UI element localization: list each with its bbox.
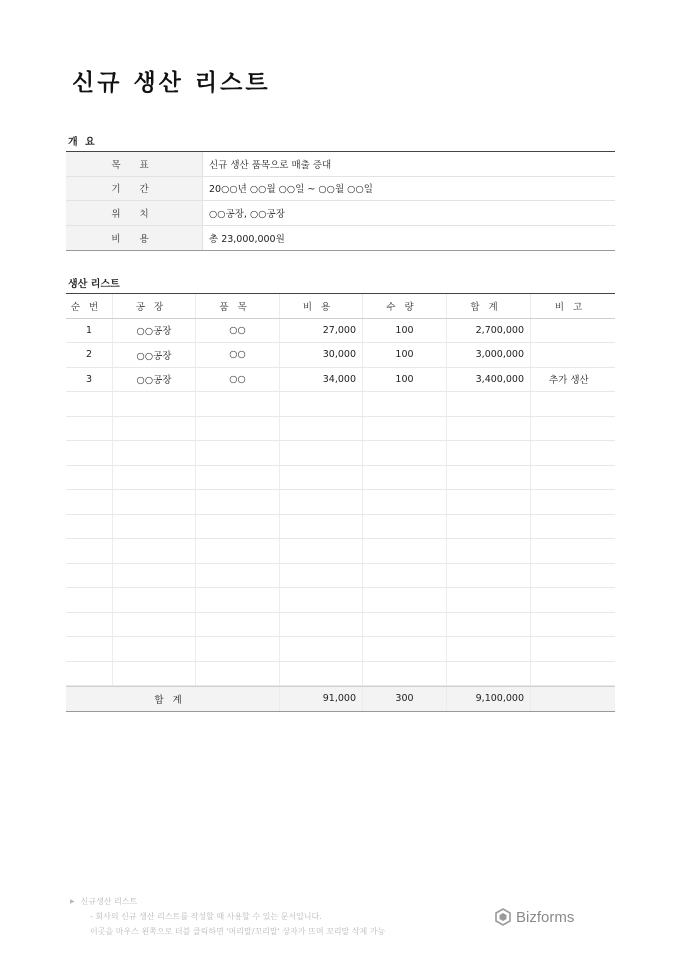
empty-cell[interactable]: [280, 441, 363, 465]
empty-cell[interactable]: [196, 588, 280, 612]
empty-cell[interactable]: [113, 392, 196, 416]
bizforms-logo: [494, 908, 574, 926]
empty-cell[interactable]: [447, 392, 531, 416]
empty-cell[interactable]: [196, 637, 280, 661]
table-row-empty: [66, 637, 615, 662]
empty-cell[interactable]: [113, 539, 196, 563]
cell-note[interactable]: 추가 생산: [549, 375, 589, 387]
cell-factory[interactable]: ○○공장: [113, 319, 196, 343]
table-row-empty: [66, 441, 615, 466]
empty-cell[interactable]: [363, 539, 447, 563]
overview-row: [66, 201, 615, 226]
production-list-table: [66, 293, 615, 712]
empty-cell[interactable]: [280, 392, 363, 416]
overview-key: 비 용: [66, 226, 203, 251]
cell-cost[interactable]: 30,000: [280, 343, 363, 367]
empty-cell[interactable]: [196, 466, 280, 490]
table-row-empty: [66, 490, 615, 515]
empty-cell[interactable]: [531, 515, 615, 539]
empty-cell[interactable]: [280, 564, 363, 588]
empty-cell[interactable]: [113, 515, 196, 539]
empty-cell[interactable]: [113, 588, 196, 612]
header-sum: 합계: [447, 294, 531, 318]
empty-cell[interactable]: [280, 490, 363, 514]
empty-cell[interactable]: [447, 588, 531, 612]
empty-cell[interactable]: [363, 417, 447, 441]
table-row-empty: [66, 392, 615, 417]
empty-cell[interactable]: [196, 441, 280, 465]
table-row-empty: [66, 662, 615, 687]
overview-row: [66, 152, 615, 177]
cell-sum[interactable]: 3,400,000: [447, 368, 531, 392]
empty-cell[interactable]: [363, 588, 447, 612]
empty-cell[interactable]: [113, 490, 196, 514]
empty-cell[interactable]: [113, 662, 196, 686]
empty-cell[interactable]: [363, 613, 447, 637]
empty-cell[interactable]: [66, 490, 113, 514]
cell-cost[interactable]: 27,000: [280, 319, 363, 343]
total-qty[interactable]: 300: [363, 687, 447, 711]
footer-note: 이곳을 마우스 왼쪽으로 더블 클릭하면 '머리말/꼬리말' 상자가 뜨며 꼬리말 삭제 가능: [90, 927, 386, 936]
cell-qty[interactable]: 100: [363, 343, 447, 367]
empty-cell[interactable]: [66, 637, 113, 661]
empty-cell[interactable]: [531, 392, 615, 416]
overview-value[interactable]: 총 23,000,000원: [209, 233, 285, 245]
empty-cell[interactable]: [280, 637, 363, 661]
empty-cell[interactable]: [196, 490, 280, 514]
empty-cell[interactable]: [196, 662, 280, 686]
header-qty: 수량: [363, 294, 447, 318]
empty-cell[interactable]: [363, 564, 447, 588]
overview-value[interactable]: 신규 생산 품목으로 매출 증대: [209, 159, 332, 171]
overview-table: [66, 151, 615, 251]
empty-cell[interactable]: [196, 515, 280, 539]
empty-cell[interactable]: [363, 466, 447, 490]
empty-cell[interactable]: [113, 466, 196, 490]
empty-cell[interactable]: [447, 539, 531, 563]
empty-cell[interactable]: [66, 539, 113, 563]
empty-cell[interactable]: [280, 515, 363, 539]
empty-cell[interactable]: [113, 417, 196, 441]
table-row: [66, 368, 615, 393]
empty-cell[interactable]: [280, 417, 363, 441]
empty-cell[interactable]: [447, 490, 531, 514]
overview-row: [66, 226, 615, 251]
empty-cell[interactable]: [531, 490, 615, 514]
footer-description: - 회사의 신규 생산 리스트를 작성할 때 사용할 수 있는 문서입니다.: [90, 912, 322, 921]
empty-cell[interactable]: [280, 539, 363, 563]
cell-factory[interactable]: ○○공장: [113, 368, 196, 392]
cell-sum[interactable]: 3,000,000: [447, 343, 531, 367]
empty-cell[interactable]: [447, 466, 531, 490]
total-note[interactable]: [531, 687, 615, 711]
empty-cell[interactable]: [66, 564, 113, 588]
empty-cell[interactable]: [447, 637, 531, 661]
table-row-empty: [66, 515, 615, 540]
cell-sum[interactable]: 2,700,000: [447, 319, 531, 343]
empty-cell[interactable]: [447, 515, 531, 539]
empty-cell[interactable]: [531, 588, 615, 612]
empty-cell[interactable]: [113, 564, 196, 588]
empty-cell[interactable]: [363, 637, 447, 661]
cell-note[interactable]: [531, 319, 615, 343]
header-cost: 비용: [280, 294, 363, 318]
cell-factory[interactable]: ○○공장: [113, 343, 196, 367]
overview-section-label: 개 요: [68, 137, 97, 148]
empty-cell[interactable]: [280, 588, 363, 612]
cell-item[interactable]: ○○: [196, 343, 280, 367]
table-row-empty: [66, 417, 615, 442]
empty-rows-group: [66, 392, 615, 686]
empty-cell[interactable]: [66, 441, 113, 465]
cell-qty[interactable]: 100: [363, 368, 447, 392]
empty-cell[interactable]: [363, 392, 447, 416]
empty-cell[interactable]: [447, 441, 531, 465]
empty-cell[interactable]: [531, 466, 615, 490]
empty-cell[interactable]: [113, 637, 196, 661]
empty-cell[interactable]: [447, 662, 531, 686]
table-row: [66, 319, 615, 344]
empty-cell[interactable]: [531, 441, 615, 465]
header-item: 품목: [196, 294, 280, 318]
logo-text: Bizforms: [516, 908, 575, 926]
empty-cell[interactable]: [66, 613, 113, 637]
cell-note[interactable]: [531, 343, 615, 367]
empty-cell[interactable]: [66, 662, 113, 686]
cell-no[interactable]: 1: [66, 319, 113, 343]
empty-cell[interactable]: [531, 662, 615, 686]
empty-cell[interactable]: [66, 466, 113, 490]
total-row: [66, 686, 615, 711]
empty-cell[interactable]: [531, 539, 615, 563]
cell-no[interactable]: 3: [66, 368, 113, 392]
empty-cell[interactable]: [66, 417, 113, 441]
bizforms-logo-icon: [494, 908, 512, 926]
list-section-label: 생산 리스트: [68, 279, 120, 290]
empty-cell[interactable]: [363, 662, 447, 686]
table-row-empty: [66, 466, 615, 491]
empty-cell[interactable]: [531, 417, 615, 441]
table-row-empty: [66, 613, 615, 638]
overview-key: 위 치: [66, 201, 203, 225]
overview-value[interactable]: 20○○년 ○○월 ○○일 ~ ○○월 ○○일: [209, 184, 373, 196]
header-note: 비고: [554, 301, 592, 313]
table-header-row: [66, 294, 615, 319]
empty-cell[interactable]: [447, 613, 531, 637]
empty-cell[interactable]: [196, 613, 280, 637]
empty-cell[interactable]: [280, 466, 363, 490]
total-cost[interactable]: 91,000: [280, 687, 363, 711]
empty-cell[interactable]: [531, 637, 615, 661]
overview-key: 목 표: [66, 152, 203, 176]
page-title: 신규 생산 리스트: [72, 70, 271, 96]
header-factory: 공장: [113, 294, 196, 318]
empty-cell[interactable]: [113, 441, 196, 465]
table-row-empty: [66, 539, 615, 564]
page-footer: [70, 894, 385, 939]
table-row: [66, 343, 615, 368]
empty-cell[interactable]: [447, 417, 531, 441]
empty-cell[interactable]: [66, 515, 113, 539]
table-row-empty: [66, 564, 615, 589]
empty-cell[interactable]: [280, 662, 363, 686]
table-row-empty: [66, 588, 615, 613]
empty-cell[interactable]: [363, 490, 447, 514]
empty-cell[interactable]: [113, 613, 196, 637]
footer-title: 신규생산 리스트: [80, 897, 138, 906]
empty-cell[interactable]: [363, 515, 447, 539]
total-label: 합계: [66, 687, 280, 711]
overview-row: [66, 177, 615, 202]
empty-cell[interactable]: [196, 417, 280, 441]
empty-cell[interactable]: [196, 564, 280, 588]
empty-cell[interactable]: [66, 392, 113, 416]
triangle-bullet-icon: ▶: [70, 898, 75, 905]
overview-key: 기 간: [66, 177, 203, 201]
empty-cell[interactable]: [531, 613, 615, 637]
empty-cell[interactable]: [66, 588, 113, 612]
cell-no[interactable]: 2: [66, 343, 113, 367]
empty-cell[interactable]: [280, 613, 363, 637]
empty-cell[interactable]: [196, 392, 280, 416]
empty-cell[interactable]: [196, 539, 280, 563]
header-no: 순번: [66, 294, 113, 318]
empty-cell[interactable]: [531, 564, 615, 588]
empty-cell[interactable]: [363, 441, 447, 465]
cell-qty[interactable]: 100: [363, 319, 447, 343]
cell-cost[interactable]: 34,000: [280, 368, 363, 392]
cell-item[interactable]: ○○: [196, 368, 280, 392]
overview-value[interactable]: ○○공장, ○○공장: [209, 208, 285, 220]
total-sum[interactable]: 9,100,000: [447, 687, 531, 711]
cell-item[interactable]: ○○: [196, 319, 280, 343]
empty-cell[interactable]: [447, 564, 531, 588]
